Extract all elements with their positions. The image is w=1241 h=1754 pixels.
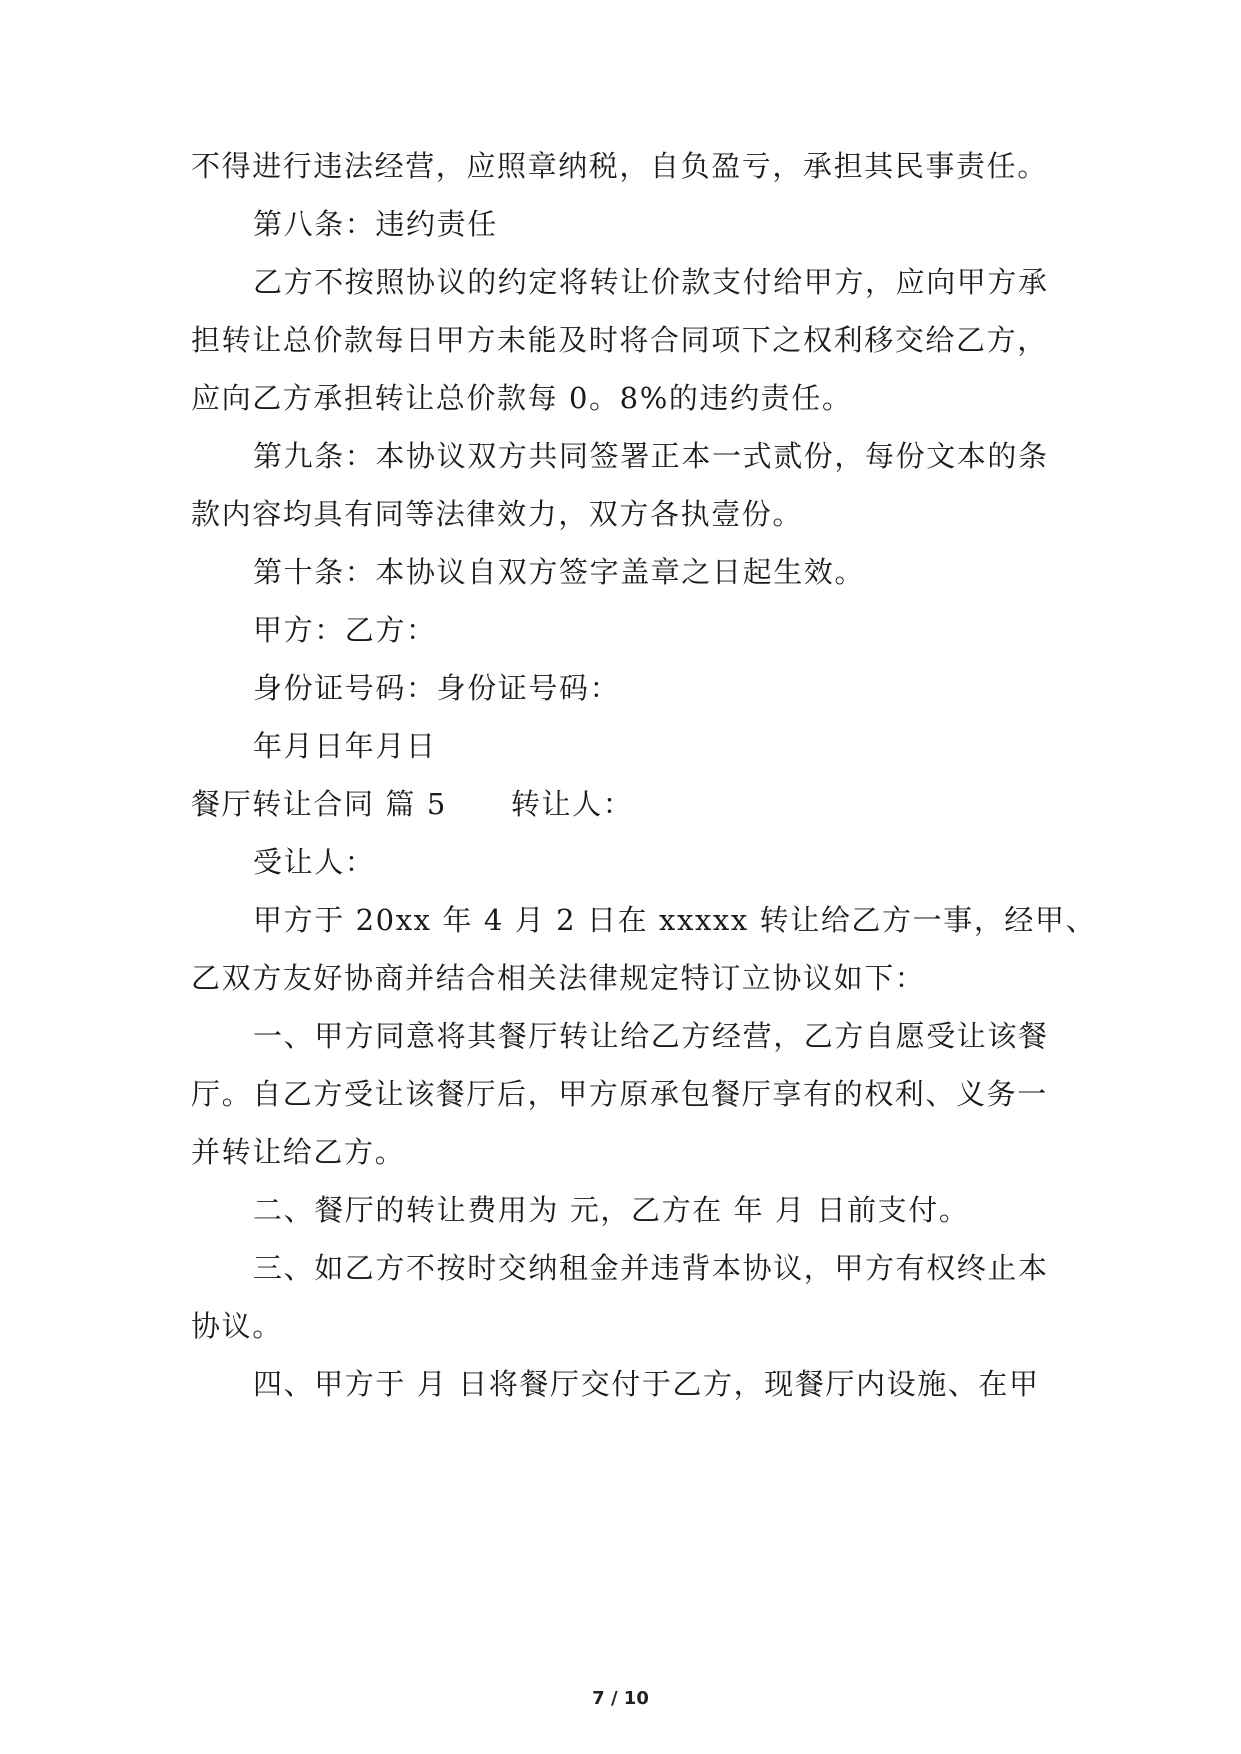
date-fields: 年月日年月日 [253, 729, 437, 763]
contract-title: 餐厅转让合同 篇 5 [191, 787, 447, 821]
article-2-line: 二、餐厅的转让费用为 元，乙方在 年 月 日前支付。 [253, 1193, 970, 1227]
article-3-line: 三、如乙方不按时交纳租金并违背本协议，甲方有权终止本 [253, 1251, 1049, 1285]
paragraph-line: 乙方不按照协议的约定将转让价款支付给甲方，应向甲方承 [253, 265, 1049, 299]
paragraph-line: 应向乙方承担转让总价款每 0。8%的违约责任。 [191, 381, 853, 415]
clause-10-line: 第十条：本协议自双方签字盖章之日起生效。 [253, 555, 866, 589]
section-heading [191, 784, 1071, 824]
paragraph-line: 甲方于 20xx 年 4 月 2 日在 xxxxx 转让给乙方一事，经甲、 [253, 903, 1097, 937]
transferor-label: 转让人： [510, 787, 634, 821]
clause-heading-8: 第八条：违约责任 [253, 207, 498, 241]
paragraph-line: 乙双方友好协商并结合相关法律规定特订立协议如下： [191, 961, 926, 995]
clause-9-line: 第九条：本协议双方共同签署正本一式贰份，每份文本的条 [253, 439, 1049, 473]
page-number: 7 / 10 [592, 1688, 649, 1709]
paragraph-line: 不得进行违法经营，应照章纳税，自负盈亏，承担其民事责任。 [191, 149, 1048, 183]
article-1-line: 一、甲方同意将其餐厅转让给乙方经营，乙方自愿受让该餐 [253, 1019, 1049, 1053]
id-number-fields: 身份证号码：身份证号码： [253, 671, 621, 705]
paragraph-line: 款内容均具有同等法律效力，双方各执壹份。 [191, 497, 804, 531]
transferee-label: 受让人： [253, 845, 376, 879]
paragraph-line: 担转让总价款每日甲方未能及时将合同项下之权利移交给乙方， [191, 323, 1048, 357]
article-4-line: 四、甲方于 月 日将餐厅交付于乙方，现餐厅内设施、在甲 [253, 1367, 1040, 1401]
paragraph-line: 协议。 [191, 1309, 283, 1343]
paragraph-line: 厅。自乙方受让该餐厅后，甲方原承包餐厅享有的权利、义务一 [191, 1077, 1048, 1111]
party-signatures: 甲方：乙方： [253, 613, 437, 647]
paragraph-line: 并转让给乙方。 [191, 1135, 406, 1169]
